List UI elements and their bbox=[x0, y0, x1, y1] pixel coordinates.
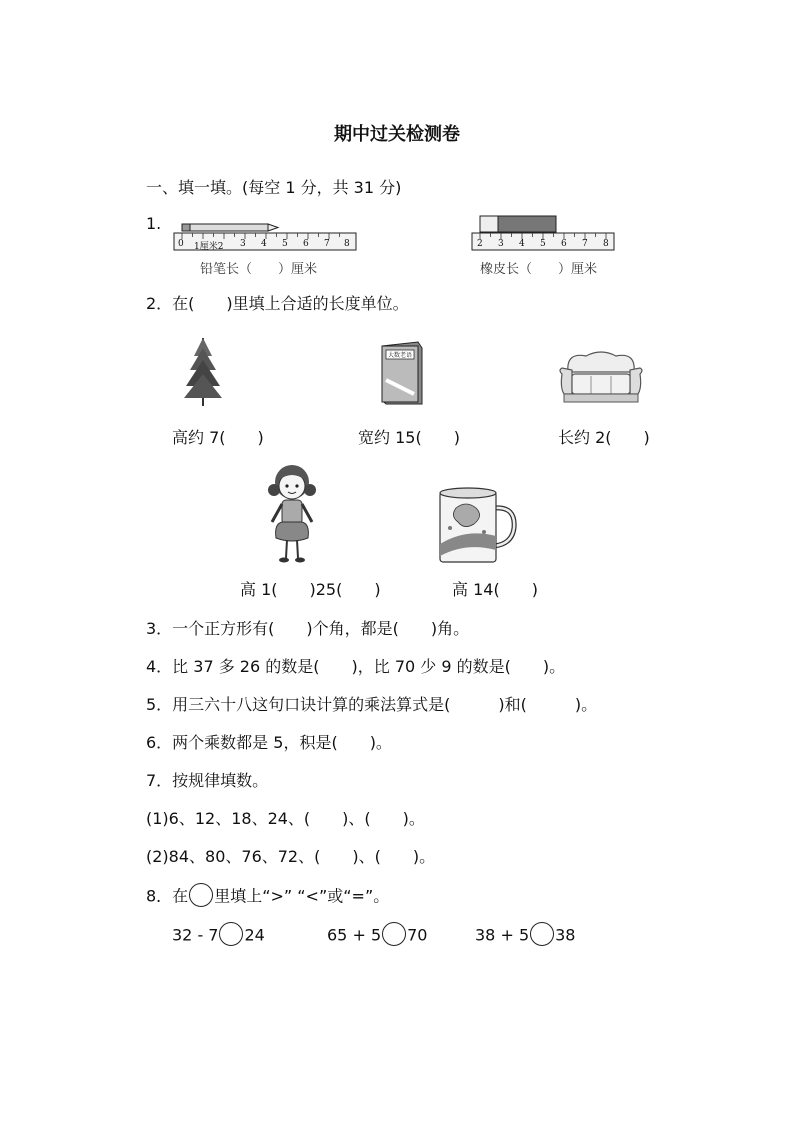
compare-2: 65 + 5 70 bbox=[327, 924, 427, 948]
sofa-icon bbox=[556, 348, 646, 406]
question-3: 3．一个正方形有( )个角，都是( )角。 bbox=[146, 619, 470, 638]
cup-label: 高 14( ) bbox=[452, 580, 538, 599]
question-7-part-2: (2)84、80、76、72、( )、( )。 bbox=[146, 847, 436, 866]
compare-1-blank[interactable] bbox=[219, 922, 243, 946]
section-heading: 一、填一填。(每空 1 分，共 31 分) bbox=[146, 178, 402, 197]
girl-icon bbox=[262, 460, 322, 564]
sofa-label: 长约 2( ) bbox=[558, 428, 650, 447]
question-7: 7．按规律填数。 bbox=[146, 771, 269, 790]
circle-blank-icon bbox=[189, 883, 213, 907]
ruler-2-caption: 橡皮长（ ）厘米 bbox=[480, 262, 598, 277]
book-icon bbox=[378, 340, 428, 406]
pencil-icon bbox=[182, 224, 278, 231]
compare-3: 38 + 5 38 bbox=[475, 924, 575, 948]
tree-icon bbox=[178, 336, 228, 408]
question-4: 4．比 37 多 26 的数是( )，比 70 少 9 的数是( )。 bbox=[146, 657, 566, 676]
book-label: 宽约 15( ) bbox=[358, 428, 460, 447]
eraser-icon bbox=[480, 216, 556, 232]
compare-1: 32 - 7 24 bbox=[172, 924, 265, 948]
compare-3-blank[interactable] bbox=[530, 922, 554, 946]
question-2: 2．在( )里填上合适的长度单位。 bbox=[146, 294, 409, 313]
question-6: 6．两个乘数都是 5，积是( )。 bbox=[146, 733, 392, 752]
tree-label: 高约 7( ) bbox=[172, 428, 264, 447]
question-5: 5．用三六十八这句口诀计算的乘法算式是( )和( )。 bbox=[146, 695, 598, 714]
book-title: 大数老语 bbox=[387, 352, 413, 359]
page-title: 期中过关检测卷 bbox=[334, 124, 460, 145]
question-1-number: 1. bbox=[146, 214, 162, 233]
question-7-part-1: (1)6、12、18、24、( )、( )。 bbox=[146, 809, 425, 828]
question-8: 8．在 里填上“>” “<”或“=”。 bbox=[146, 885, 389, 909]
cup-icon bbox=[436, 486, 520, 566]
ruler-1-caption: 铅笔长（ ）厘米 bbox=[200, 262, 318, 277]
girl-label: 高 1( )25( ) bbox=[240, 580, 381, 599]
compare-2-blank[interactable] bbox=[382, 922, 406, 946]
